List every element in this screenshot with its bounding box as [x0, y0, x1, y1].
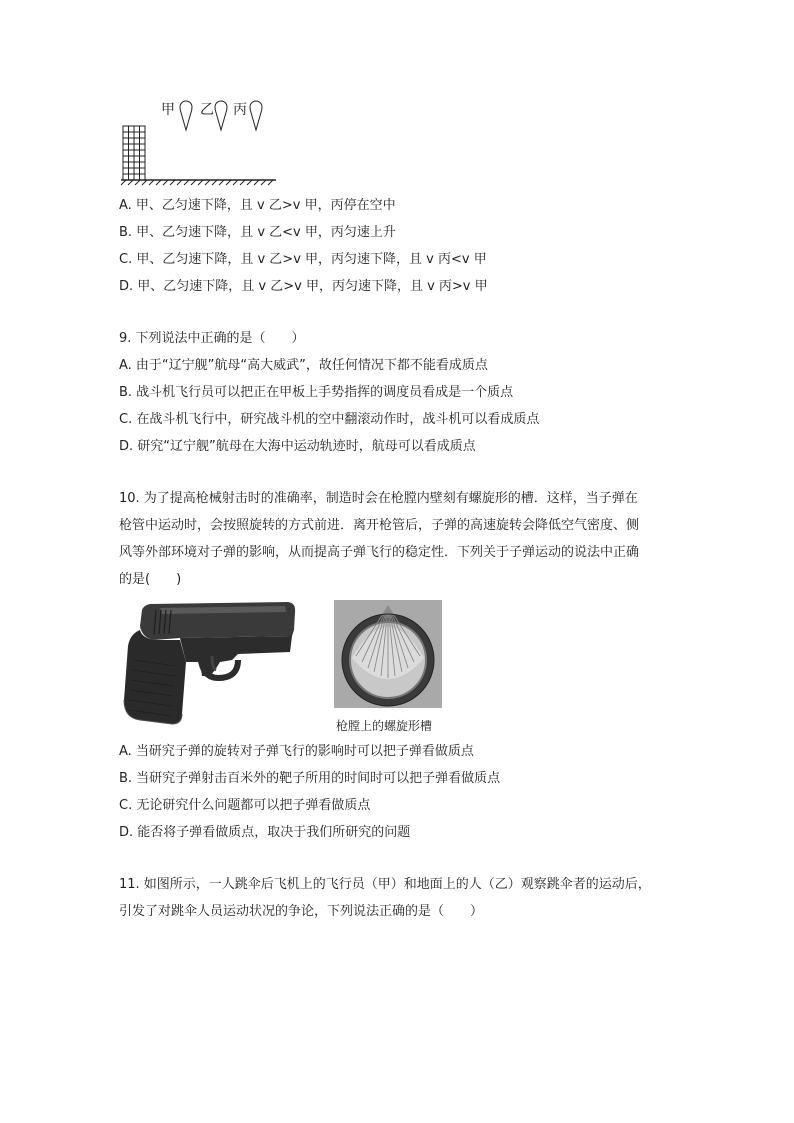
q10-stem-line-2: 枪管中运动时，会按照旋转的方式前进．离开枪管后，子弹的高速旋转会降低空气密度、侧 [119, 518, 640, 533]
q9-option-c: C. 在战斗机飞行中，研究战斗机的空中翻滚动作时，战斗机可以看成质点 [119, 412, 540, 427]
q9-option-a: A. 由于“辽宁舰”航母“高大威武”，故任何情况下都不能看成质点 [119, 358, 488, 373]
pistol-image [120, 600, 298, 726]
q9-stem: 9. 下列说法中正确的是（ ） [119, 331, 305, 346]
ground [121, 180, 276, 185]
q11-stem-line-1: 11. 如图所示，一人跳伞后飞机上的飞行员（甲）和地面上的人（乙）观察跳伞者的运动后， [119, 877, 651, 892]
rifling-caption: 枪膛上的螺旋形槽 [336, 719, 433, 733]
q9-option-b: B. 战斗机飞行员可以把正在甲板上手势指挥的调度员看成是一个质点 [119, 385, 514, 400]
q8-option-a: A. 甲、乙匀速下降，且 v 乙>v 甲，丙停在空中 [119, 198, 396, 213]
q10-option-d: D. 能否将子弹看做质点，取决于我们所研究的问题 [119, 825, 411, 840]
q9-option-d: D. 研究“辽宁舰”航母在大海中运动轨迹时，航母可以看成质点 [119, 439, 476, 454]
q8-option-b: B. 甲、乙匀速下降，且 v 乙<v 甲，丙匀速上升 [119, 225, 396, 240]
balloon-yi [215, 101, 227, 130]
q8-option-d: D. 甲、乙匀速下降，且 v 乙>v 甲，丙匀速下降，且 v 丙>v 甲 [119, 279, 488, 294]
balloon-bing [250, 101, 262, 130]
q10-stem-line-3: 风等外部环境对子弹的影响，从而提高子弹飞行的稳定性．下列关于子弹运动的说法中正确 [119, 545, 640, 560]
q11-stem-line-2: 引发了对跳伞人员运动状况的争论，下列说法正确的是（ ） [119, 904, 484, 919]
label-jia: 甲 [161, 103, 175, 118]
building-grid [123, 126, 145, 180]
q8-option-c: C. 甲、乙匀速下降，且 v 乙>v 甲，丙匀速下降，且 v 丙<v 甲 [119, 252, 487, 267]
label-yi: 乙 [200, 103, 214, 118]
q10-stem-line-1: 10. 为了提高枪械射击时的准确率，制造时会在枪膛内壁刻有螺旋形的槽．这样，当子弹在 [119, 491, 638, 506]
rifling-image [334, 600, 442, 708]
balloon-jia [180, 101, 192, 130]
q10-option-a: A. 当研究子弹的旋转对子弹飞行的影响时可以把子弹看做质点 [119, 744, 474, 759]
q10-stem-line-4: 的是( ) [119, 572, 182, 587]
balloon-figure [118, 96, 280, 188]
q10-option-b: B. 当研究子弹射击百米外的靶子所用的时间时可以把子弹看做质点 [119, 771, 501, 786]
q10-option-c: C. 无论研究什么问题都可以把子弹看做质点 [119, 798, 371, 813]
label-bing: 丙 [233, 103, 247, 118]
